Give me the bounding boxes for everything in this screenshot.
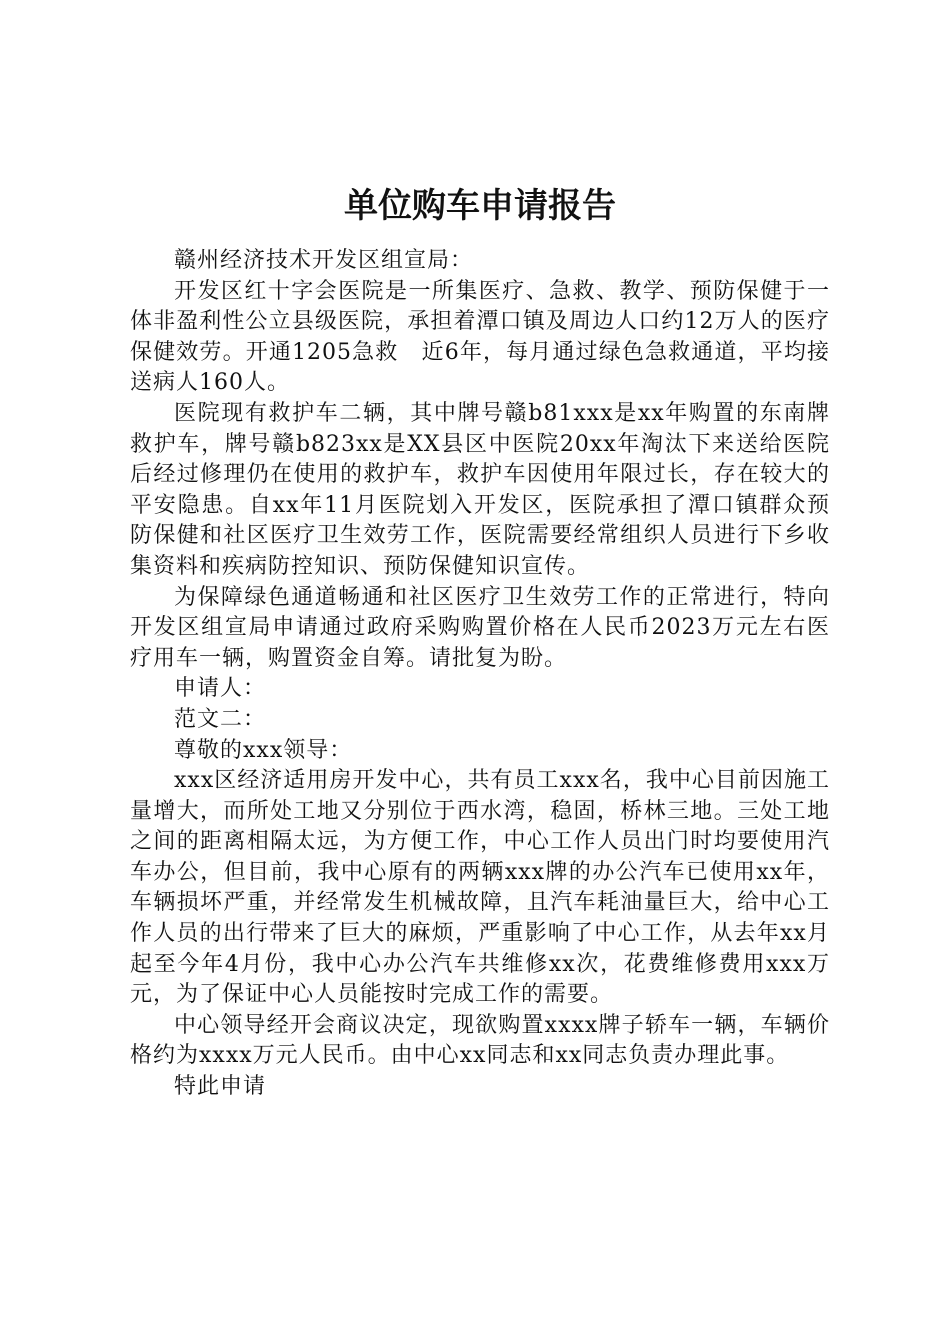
body-paragraph-decision: 中心领导经开会商议决定，现欲购置xxxx牌子轿车一辆，车辆价格约为xxxx万元人民币。由中心xx同志和xx同志负责办理此事。: [130, 1012, 830, 1069]
body-paragraph-center-situation: xxx区经济适用房开发中心，共有员工xxx名，我中心目前因施工量增大，而所处工地又分别位于西水湾，稳固，桥林三地。三处工地之间的距离相隔太远，为方便工作，中心工作人员出门时均要使用汽车办公，但目前，我中心原有的两辆xxx牌的办公汽车已使用xx年，车辆损坏严重，并经常发生机械故障，且汽车耗油量巨大，给中心工作人员的出行带来了巨大的麻烦，严重影响了中心工作，从去年xx月起至今年4月份，我中心办公汽车共维修xx次，花费维修费用xxx万元，为了保证中心人员能按时完成工作的需要。: [130, 768, 830, 1008]
salutation: 赣州经济技术开发区组宣局：: [174, 248, 474, 273]
body-paragraph-ambulances: 医院现有救护车二辆，其中牌号赣b81xxx是xx年购置的东南牌救护车，牌号赣b823xx是XX县区中医院20xx年淘汰下来送给医院后经过修理仍在使用的救护车，救护车因使用年限过长，存在较大的平安隐患。自xx年11月医院划入开发区，医院承担了潭口镇群众预防保健和社区医疗卫生效劳工作，医院需要经常组织人员进行下乡收集资料和疾病防控知识、预防保健知识宣传。: [130, 400, 830, 579]
body-paragraph-hospital-intro: 开发区红十字会医院是一所集医疗、急救、教学、预防保健于一体非盈利性公立县级医院，承担着潭口镇及周边人口约12万人的医疗保健效劳。开通1205急救 近6年，每月通过绿色急救通道，平均接送病人160人。: [130, 278, 830, 396]
document-title: 单位购车申请报告: [344, 186, 616, 226]
body-paragraph-request: 为保障绿色通道畅通和社区医疗卫生效劳工作的正常进行，特向开发区组宣局申请通过政府采购购置价格在人民币2023万元左右医疗用车一辆，购置资金自筹。请批复为盼。: [130, 584, 830, 671]
closing-line: 特此申请: [174, 1074, 267, 1100]
applicant-line: 申请人：: [174, 676, 267, 702]
salutation-two: 尊敬的xxx领导：: [174, 737, 353, 763]
document-page: [130, 180, 830, 1103]
sample-two-heading: 范文二：: [174, 706, 267, 732]
